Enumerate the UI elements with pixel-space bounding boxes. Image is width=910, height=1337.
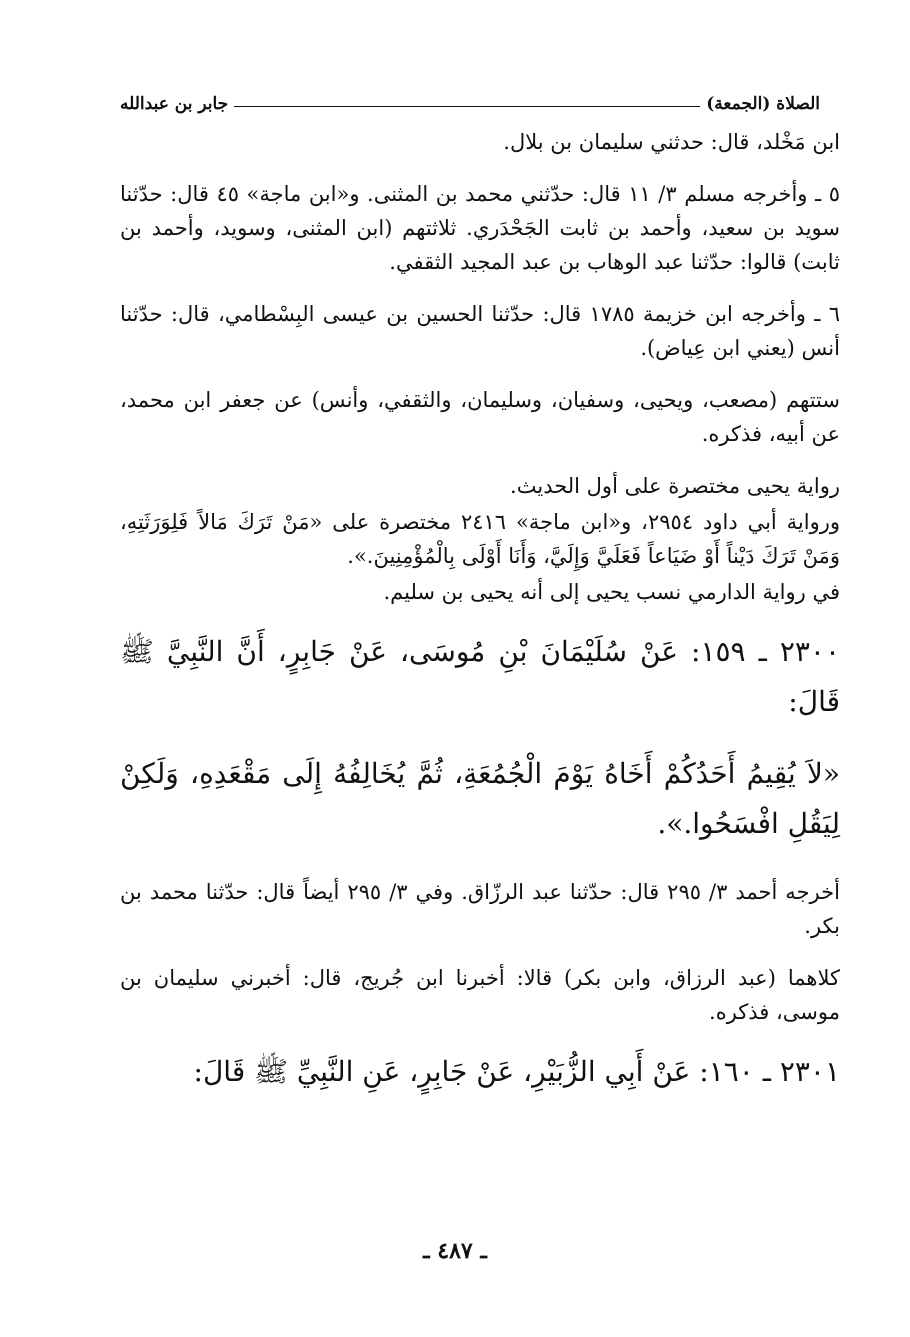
paragraph-muslim: ٥ ـ وأخرجه مسلم ٣/ ١١ قال: حدّثني محمد بن المثنى. و«ابن ماجة» ٤٥ قال: حدّثنا سويد بن سعيد، وأحمد بن ثابت الجَحْدَري. ثلاثتهم (ابن المثنى، وسويد، وأحمد بن ثابت) قالوا: حدّثنا عبد الوهاب بن عبد المجيد الثقفي. — [120, 182, 840, 274]
paragraph-darimi-note: في رواية الدارمي نسب يحيى إلى أنه يحيى بن سليم. — [383, 580, 840, 604]
paragraph-ibn-khuzayma: ٦ ـ وأخرجه ابن خزيمة ١٧٨٥ قال: حدّثنا الحسين بن عيسى البِسْطامي، قال: حدّثنا أنس (يعني ابن عِياض). — [120, 302, 840, 360]
hadith-2300-text: «لاَ يُقِيمُ أَحَدُكُمْ أَخَاهُ يَوْمَ الْجُمُعَةِ، ثُمَّ يُخَالِفُهُ إِلَى مَقْعَدِهِ، وَلَكِنْ لِيَقُلِ افْسَحُوا.». — [120, 757, 840, 840]
header-book-title: جابر بن عبدالله — [120, 94, 229, 114]
page-body — [120, 125, 840, 1119]
paragraph-ahmad: أخرجه أحمد ٣/ ٢٩٥ قال: حدّثنا عبد الرزّاق. وفي ٣/ ٢٩٥ أيضاً قال: حدّثنا محمد بن بكر. — [120, 880, 840, 938]
header-rule — [234, 106, 700, 107]
paragraph-abu-dawud-note: ورواية أبي داود ٢٩٥٤، و«ابن ماجة» ٢٤١٦ مختصرة على «مَنْ تَرَكَ مَالاً فَلِوَرَثَتِهِ، وَمَنْ تَرَكَ دَيْناً أَوْ ضَيَاعاً فَعَلَيَّ وَإِلَيَّ، وَأَنَا أَوْلَى بِالْمُؤْمِنِينَ.». — [120, 510, 841, 568]
paragraph-yahya-note: رواية يحيى مختصرة على أول الحديث. — [510, 474, 840, 498]
running-header — [120, 90, 820, 118]
hadith-2300-heading: ٢٣٠٠ ـ ١٥٩: عَنْ سُلَيْمَانَ بْنِ مُوسَى، عَنْ جَابِرٍ، أَنَّ النَّبِيَّ ﷺ قَالَ: — [120, 635, 840, 718]
page-number: ـ ٤٨٧ ـ — [423, 1238, 487, 1264]
header-section-title: الصلاة (الجمعة) — [706, 94, 820, 114]
paragraph-continuation: ابن مَخْلد، قال: حدثني سليمان بن بلال. — [503, 130, 840, 154]
paragraph-narrators: ستتهم (مصعب، ويحيى، وسفيان، وسليمان، والثقفي، وأنس) عن جعفر ابن محمد، عن أبيه، فذكره. — [120, 388, 840, 446]
paragraph-both-narrators: كلاهما (عبد الرزاق، وابن بكر) قالا: أخبرنا ابن جُريج، قال: أخبرني سليمان بن موسى، فذكره. — [120, 966, 840, 1024]
hadith-2301-heading: ٢٣٠١ ـ ١٦٠: عَنْ أَبِي الزُّبَيْرِ، عَنْ جَابِرٍ، عَنِ النَّبِيِّ ﷺ قَالَ: — [193, 1055, 840, 1088]
